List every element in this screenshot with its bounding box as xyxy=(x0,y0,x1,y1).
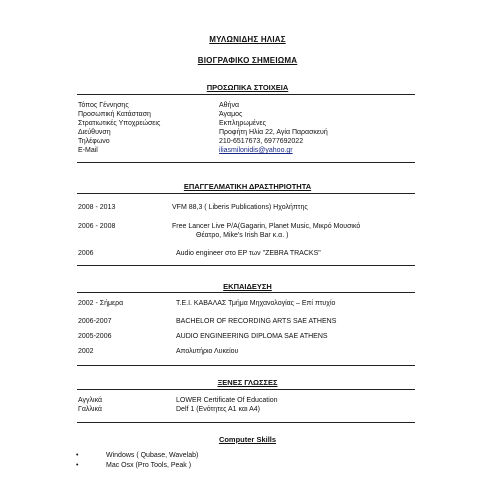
personal-value-marital-status: Άγαμος xyxy=(219,111,243,118)
personal-label-marital-status: Προσωπική Κατάσταση xyxy=(78,111,151,118)
skill-item-1: Windows ( Qubase, Wavelab) xyxy=(106,452,199,459)
document-title: ΒΙΟΓΡΑΦΙΚΟ ΣΗΜΕΙΩΜΑ xyxy=(197,56,298,65)
personal-value-phone: 210-6517673, 6977692022 xyxy=(219,138,304,145)
education-text-1: Τ.Ε.Ι. ΚΑΒΑΛΑΣ Τμήμα Μηχανολογίας – Επί πτυχίο xyxy=(176,300,336,307)
education-text-3: AUDIO ENGINEERING DIPLOMA SAE ATHENS xyxy=(176,333,328,340)
education-divider-line xyxy=(77,292,415,293)
personal-section-heading: ΠΡΟΣΩΠΙΚΑ ΣΤΟΙΧΕΙΑ xyxy=(206,83,289,92)
experience-date-1: 2008 - 2013 xyxy=(78,204,116,211)
personal-value-email-link[interactable]: iliasmilonidis@yahoo.gr xyxy=(219,147,293,154)
language-label-english: Αγγλικά xyxy=(78,397,103,404)
education-date-1: 2002 - Σήμερα xyxy=(78,300,124,307)
bullet-icon: • xyxy=(76,462,79,469)
education-date-3: 2005-2006 xyxy=(78,333,112,340)
experience-section-heading: ΕΠΑΓΓΕΛΜΑΤΙΚΗ ΔΡΑΣΤΗΡΙΟΤΗΤΑ xyxy=(183,182,312,191)
personal-value-address: Προφήτη Ηλία 22, Αγία Παρασκευή xyxy=(219,129,328,136)
experience-bottom-divider xyxy=(77,265,415,266)
experience-date-3: 2006 xyxy=(78,250,94,257)
language-value-french: Delf 1 (Ενότητες Α1 και Α4) xyxy=(176,406,260,413)
education-text-4: Απολυτήριο Λυκείου xyxy=(176,348,239,355)
experience-text-2: Free Lancer Live P/A(Gagarin, Planet Music, Μικρό Μουσικό xyxy=(172,223,361,230)
experience-text-1: VFM 88,3 ( Liberis Publications) Ηχολήπτης xyxy=(172,204,308,211)
languages-divider-line xyxy=(77,389,415,390)
personal-value-birthplace: Αθήνα xyxy=(219,102,240,109)
education-text-2: BACHELOR OF RECORDING ARTS SAE ATHENS xyxy=(176,318,337,325)
bullet-icon: • xyxy=(76,452,79,459)
skill-item-2: Mac Osx (Pro Tools, Peak ) xyxy=(106,462,192,469)
personal-label-phone: Τηλέφωνο xyxy=(78,138,110,145)
personal-label-birthplace: Τόπος Γέννησης xyxy=(78,102,129,109)
cv-owner-name: ΜΥΛΩΝΙΔΗΣ ΗΛΙΑΣ xyxy=(209,35,286,44)
personal-divider-line xyxy=(77,94,415,95)
experience-date-2: 2006 - 2008 xyxy=(78,223,116,230)
languages-bottom-divider xyxy=(77,422,415,423)
skills-section-heading: Computer Skills xyxy=(218,435,277,444)
education-bottom-divider xyxy=(77,365,415,366)
personal-label-military: Στρατιωτικές Υποχρεώσεις xyxy=(78,120,161,127)
personal-label-email: E-Mail xyxy=(78,147,98,154)
experience-divider-line xyxy=(77,193,415,194)
personal-value-military: Εκπληρωμένες xyxy=(219,120,266,127)
language-value-english: LOWER Certificate Of Education xyxy=(176,397,278,404)
education-date-4: 2002 xyxy=(78,348,94,355)
language-label-french: Γαλλικά xyxy=(78,406,102,413)
experience-text-2-continued: Θέατρο, Mike's Irish Bar κ.α. ) xyxy=(196,232,289,239)
languages-section-heading: ΞΕΝΕΣ ΓΛΩΣΣΕΣ xyxy=(217,378,278,387)
personal-label-address: Διεύθυνση xyxy=(78,129,111,136)
experience-text-3: Audio engineer στο EP των "ZEBRA TRACKS" xyxy=(176,250,321,257)
education-date-2: 2006-2007 xyxy=(78,318,112,325)
education-section-heading: ΕΚΠΑΙΔΕΥΣΗ xyxy=(223,282,272,291)
personal-bottom-divider xyxy=(77,162,415,163)
